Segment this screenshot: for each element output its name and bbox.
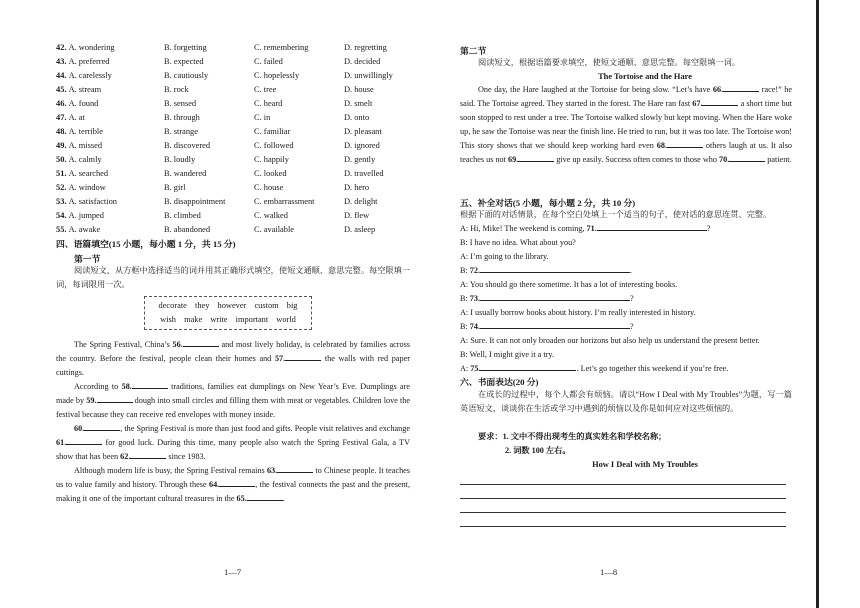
option-choice[interactable] (344, 111, 369, 125)
word-bank-word: big (286, 301, 298, 310)
option-choice[interactable] (164, 41, 207, 55)
dialogue-line (460, 264, 792, 278)
option-choice[interactable] (56, 83, 101, 97)
option-choice[interactable] (56, 97, 98, 111)
dialogue-text: B: I have no idea. What about you? (460, 238, 576, 247)
answer-blank[interactable] (702, 97, 738, 106)
question-number: 48. (56, 127, 69, 136)
writing-line[interactable] (460, 498, 786, 499)
option-choice[interactable] (164, 195, 225, 209)
option-text: B. discovered (164, 141, 211, 150)
option-choice[interactable] (254, 139, 294, 153)
requirement-1-text: 要求：1. 文中不得出现考生的真实姓名和学校名称； (478, 432, 667, 441)
option-choice[interactable] (164, 181, 185, 195)
word-bank-row2 (149, 313, 307, 327)
option-text: B. disappointment (164, 197, 226, 206)
option-text: C. house (254, 183, 284, 192)
option-text: B. strange (164, 127, 198, 136)
requirement-2 (505, 444, 792, 458)
blank-number: 60. (74, 424, 85, 433)
option-text: A. at (68, 113, 85, 122)
answer-blank[interactable] (66, 436, 102, 445)
option-choice[interactable] (344, 139, 380, 153)
part2-title: 第二节 (460, 46, 487, 56)
option-text: D. smelt (344, 99, 373, 108)
option-text: A. stream (68, 85, 102, 94)
option-choice[interactable] (254, 83, 276, 97)
blank-number: 61. (56, 438, 67, 447)
story-text: One day, the Hare laughed at the Tortoise for being slow. “Let’s have (478, 85, 713, 94)
option-text: C. heard (254, 99, 283, 108)
dialogue-end: . (630, 266, 633, 275)
blank-number: 66. (712, 85, 724, 94)
question-number: 44. (56, 71, 69, 80)
word-bank-word: world (276, 315, 296, 324)
answer-blank[interactable] (84, 422, 120, 431)
passage-text: The Spring Festival, China’s (74, 340, 173, 349)
page-number-right: 1—8 (600, 567, 618, 577)
section4-title: 四、语篇填空(15 小题，每小题 1 分，共 15 分) (56, 239, 236, 249)
option-text: A. preferred (68, 57, 110, 66)
option-text: C. familiar (254, 127, 291, 136)
option-choice[interactable] (56, 167, 108, 181)
option-choice[interactable] (56, 41, 115, 55)
option-choice[interactable] (164, 223, 210, 237)
option-choice[interactable] (56, 55, 109, 69)
word-bank-word: important (235, 315, 269, 324)
option-choice[interactable] (254, 125, 290, 139)
answer-blank[interactable] (518, 153, 554, 162)
option-text: C. failed (254, 57, 283, 66)
question-number: 53. (56, 197, 69, 206)
option-text: C. happily (254, 155, 289, 164)
writing-line[interactable] (460, 512, 786, 513)
option-text: C. looked (254, 169, 287, 178)
question-number: 51. (56, 169, 69, 178)
blank-number: 64. (208, 480, 220, 489)
option-choice[interactable] (254, 97, 282, 111)
option-text: A. wondering (68, 43, 115, 52)
option-text: A. carelessly (68, 71, 112, 80)
blank-number: 57. (274, 354, 286, 363)
option-choice[interactable] (344, 195, 378, 209)
option-text: A. satisfaction (68, 197, 117, 206)
word-bank-word: decorate (158, 301, 187, 310)
passage-text: and most lively holiday, is celebrated by families across the country. Before the festival, people clean their homes and (56, 340, 410, 363)
passage-paragraph-1 (56, 338, 410, 380)
passage-text: the walls with red paper cuttings. (56, 354, 410, 377)
part1-title: 第一节 (74, 254, 101, 264)
option-choice[interactable] (254, 167, 287, 181)
option-choice[interactable] (344, 125, 382, 139)
word-bank-word: custom (254, 301, 279, 310)
option-text: A. jumped (68, 211, 104, 220)
option-choice[interactable] (56, 181, 106, 195)
dialogue-line (460, 362, 792, 376)
dialogue-text: A: You should go there sometime. It has a lot of interesting books. (460, 280, 678, 289)
option-choice[interactable] (344, 55, 380, 69)
passage-text: Although modern life is busy, the Spring Festival remains (74, 466, 267, 475)
blank-number: 63. (266, 466, 278, 475)
question-number: 47. (56, 113, 69, 122)
dialogue-text: A: Sure. It can not only broaden our horizons but also help us understand the present better. (460, 336, 760, 345)
passage-text: , the festival connects the past and the present, making it one of the important cultural treasures in the (56, 480, 410, 503)
section6-prompt-text: 在成长的过程中，每个人都会有烦恼。请以“How I Deal with My Troubles”为题，写一篇英语短文，谈谈你在生活或学习中遇到的烦恼以及你是如何应对这些烦恼的。 (460, 390, 792, 413)
option-text: C. walked (254, 211, 288, 220)
option-text: D. house (344, 85, 374, 94)
option-text: B. through (164, 113, 200, 122)
question-number: 54. (56, 211, 69, 220)
option-text: A. calmly (68, 155, 102, 164)
passage-paragraph-4 (56, 464, 410, 506)
answer-blank[interactable] (480, 320, 630, 329)
option-text: B. cautiously (164, 71, 209, 80)
dialogue-text: B: Well, I might give it a try. (460, 350, 554, 359)
option-choice[interactable] (254, 209, 288, 223)
passage-text: , the Spring Festival is more than just food and gifts. People visit relatives and exchange (120, 424, 410, 433)
requirement-2-text: 2. 词数 100 左右。 (505, 446, 571, 455)
option-choice[interactable] (164, 167, 206, 181)
option-choice[interactable] (344, 223, 375, 237)
section6-prompt (460, 388, 792, 416)
option-choice[interactable] (344, 181, 369, 195)
blank-number: 62. (120, 452, 131, 461)
dialogue-text: B: (460, 266, 470, 275)
option-choice[interactable] (56, 111, 85, 125)
option-choice[interactable] (164, 55, 204, 69)
blank-number: 69. (507, 155, 519, 164)
option-choice[interactable] (164, 83, 189, 97)
part1-instruction (56, 264, 410, 292)
dialogue-line (460, 278, 792, 292)
story-text: a short time but soon stopped to rest under a tree. The Tortoise walked slowly but kept moving. When the Hare woke up, he saw the Tortoise was near the finish line. He tried to run, but it was too late. The Tortoise won! This story shows that we should keep working hard even (460, 99, 792, 150)
section5-title: 五、补全对话(5 小题，每小题 2 分，共 10 分) (460, 198, 636, 208)
option-choice[interactable] (254, 195, 314, 209)
option-choice[interactable] (254, 111, 270, 125)
option-text: B. forgetting (164, 43, 207, 52)
option-choice[interactable] (164, 125, 198, 139)
answer-blank[interactable] (97, 394, 133, 403)
answer-blank[interactable] (132, 380, 168, 389)
answer-blank[interactable] (285, 352, 321, 361)
option-choice[interactable] (164, 111, 200, 125)
answer-blank[interactable] (729, 153, 765, 162)
option-text: C. available (254, 225, 294, 234)
option-choice[interactable] (254, 55, 283, 69)
dialogue-line (460, 334, 792, 348)
option-text: D. ignored (344, 141, 380, 150)
page-number-left: 1—7 (224, 567, 242, 577)
option-text: B. expected (164, 57, 204, 66)
dialogue-line (460, 306, 792, 320)
option-choice[interactable] (56, 223, 100, 237)
answer-blank[interactable] (247, 492, 283, 501)
writing-line[interactable] (460, 526, 786, 527)
option-text: B. climbed (164, 211, 201, 220)
word-bank-word: write (210, 315, 228, 324)
answer-blank[interactable] (277, 464, 313, 473)
question-number: 42. (56, 43, 69, 52)
option-text: D. regretting (344, 43, 387, 52)
option-choice[interactable] (164, 209, 201, 223)
story-text: patient. (765, 155, 792, 164)
option-choice[interactable] (56, 139, 102, 153)
option-text: A. searched (68, 169, 109, 178)
dialogue-line (460, 320, 792, 334)
passage-text: to Chinese people. It teaches us to value family and history. Through these (56, 466, 410, 489)
requirement-1 (478, 430, 792, 444)
dialogue-line (460, 292, 792, 306)
answer-blank[interactable] (480, 264, 633, 275)
dialogue-text: B: (460, 322, 470, 331)
blank-number: 70. (719, 155, 730, 164)
option-choice[interactable] (254, 69, 299, 83)
option-text: B. loudly (164, 155, 196, 164)
blank-number: 68. (656, 141, 668, 150)
passage-text: According to (74, 382, 122, 391)
option-choice[interactable] (344, 167, 384, 181)
passage-text: traditions, families eat dumplings on New Year’s Eve. Dumplings are made by (56, 382, 410, 405)
question-number: 43. (56, 57, 69, 66)
option-text: D. hero (344, 183, 370, 192)
answer-blank[interactable] (219, 478, 255, 487)
option-text: D. decided (344, 57, 381, 66)
writing-line[interactable] (460, 484, 786, 485)
option-text: B. abandoned (164, 225, 211, 234)
option-text: A. awake (68, 225, 101, 234)
word-bank-word: they (195, 301, 210, 310)
option-text: B. wandered (164, 169, 207, 178)
option-choice[interactable] (56, 195, 117, 209)
dialogue-line (460, 250, 792, 264)
answer-blank[interactable] (183, 338, 219, 347)
binding-line (816, 0, 819, 608)
question-number: 45. (56, 85, 69, 94)
option-text: C. followed (254, 141, 294, 150)
option-text: D. gently (344, 155, 376, 164)
option-text: A. found (68, 99, 99, 108)
section5-instruction (460, 208, 792, 222)
dialogue-line (460, 236, 792, 250)
blank-number: 56. (172, 340, 183, 349)
word-bank-word: however (217, 301, 247, 310)
option-choice[interactable] (344, 209, 369, 223)
answer-blank[interactable] (667, 139, 703, 148)
option-choice[interactable] (344, 97, 372, 111)
option-text: C. in (254, 113, 271, 122)
option-text: B. rock (164, 85, 189, 94)
part2-instruction-text: 阅读短文，根据语篇要求填空，使短文通顺、意思完整。每空限填一词。 (478, 58, 741, 67)
blank-number: 59. (86, 396, 97, 405)
word-bank-word: wish (160, 315, 176, 324)
option-choice[interactable] (254, 223, 294, 237)
option-text: D. asleep (344, 225, 376, 234)
passage-text: dough into small circles and filling them with meat or vegetables. Children love the festival because they can receive red envelopes with money inside. (56, 396, 411, 419)
option-choice[interactable] (56, 69, 112, 83)
option-text: A. missed (68, 141, 103, 150)
question-number: 52. (56, 183, 69, 192)
option-choice[interactable] (56, 153, 102, 167)
answer-blank[interactable] (480, 292, 630, 301)
option-choice[interactable] (56, 209, 104, 223)
option-choice[interactable] (164, 97, 196, 111)
option-text: D. pleasant (344, 127, 382, 136)
dialogue-text: A: Hi, Mike! The weekend is coming, (460, 224, 587, 233)
answer-blank[interactable] (480, 362, 576, 371)
essay-title: How I Deal with My Troubles (592, 460, 698, 469)
dialogue-text: B: (460, 294, 470, 303)
answer-blank[interactable] (597, 222, 707, 231)
option-text: D. onto (344, 113, 370, 122)
option-text: A. window (68, 183, 106, 192)
option-text: B. girl (164, 183, 186, 192)
option-choice[interactable] (254, 153, 289, 167)
dialogue-end: ? (630, 322, 634, 331)
dialogue-text: A: I’m going to the library. (460, 252, 549, 261)
option-choice[interactable] (254, 181, 283, 195)
question-number: 46. (56, 99, 69, 108)
dialogue-end: . Let’s go together this weekend if you’re free. (576, 364, 729, 373)
option-text: A. terrible (68, 127, 103, 136)
question-number: 49. (56, 141, 69, 150)
dialogue-text: A: (460, 364, 471, 373)
option-choice[interactable] (344, 153, 375, 167)
spring-festival-passage (56, 338, 410, 506)
question-number: 55. (56, 225, 69, 234)
blank-number: 73. (469, 294, 481, 303)
blank-number: 72. (469, 266, 481, 275)
word-bank-box (144, 296, 312, 330)
answer-blank[interactable] (723, 83, 759, 92)
blank-number: 74. (469, 322, 481, 331)
option-choice[interactable] (254, 41, 308, 55)
blank-number: 58. (121, 382, 132, 391)
option-choice[interactable] (344, 83, 374, 97)
blank-number: 71. (586, 224, 597, 233)
option-choice[interactable] (56, 125, 103, 139)
part2-instruction (460, 56, 792, 70)
story-text: give up easily. Success often comes to those who (554, 155, 719, 164)
option-text: D. flew (344, 211, 370, 220)
passage-text: since 1983. (166, 452, 206, 461)
dialogue-text: A: I usually borrow books about history. I’m really interested in history. (460, 308, 696, 317)
passage-text: . (282, 494, 285, 503)
option-text: C. hopelessly (254, 71, 300, 80)
story-text: others laugh at us. It also teaches us not (460, 141, 793, 164)
story-text: race!” he said. The Tortoise agreed. They started in the forest. The Hare ran fast (460, 85, 793, 108)
dialogue-line (460, 222, 792, 236)
option-text: C. embarrassment (254, 197, 315, 206)
option-choice[interactable] (164, 139, 210, 153)
blank-number: 75. (470, 364, 481, 373)
option-text: C. tree (254, 85, 277, 94)
question-number: 50. (56, 155, 69, 164)
passage-paragraph-3 (56, 422, 410, 464)
option-text: D. unwillingly (344, 71, 393, 80)
option-choice[interactable] (344, 69, 393, 83)
blank-number: 67. (692, 99, 703, 108)
option-text: C. remembering (254, 43, 309, 52)
option-choice[interactable] (164, 153, 195, 167)
dialogue-end: ? (706, 224, 711, 233)
option-text: D. travelled (344, 169, 384, 178)
blank-number: 65. (236, 494, 247, 503)
tortoise-hare-story (460, 83, 792, 167)
option-text: B. sensed (164, 99, 197, 108)
dialogue-end: ? (630, 294, 634, 303)
part1-instruction-text: 阅读短文，从方框中选择适当的词并用其正确形式填空，使短文通顺、意思完整。每空限填一词，每词限用一次。 (56, 266, 410, 289)
story-paragraph (460, 83, 792, 167)
option-choice[interactable] (164, 69, 208, 83)
option-text: D. delight (344, 197, 378, 206)
section6-title: 六、书面表达(20 分) (460, 377, 539, 387)
passage-text: for good luck. During this time, many people also watch the Spring Festival Gala, a TV show that has been (56, 438, 410, 461)
word-bank-row1 (149, 299, 307, 313)
word-bank-word: make (184, 315, 203, 324)
option-choice[interactable] (344, 41, 387, 55)
dialogue-line (460, 348, 792, 362)
answer-blank[interactable] (130, 450, 166, 459)
story-title: The Tortoise and the Hare (598, 72, 692, 81)
section5-instruction-text: 根据下面的对话情景，在每个空白处填上一个适当的句子，使对话的意思连贯、完整。 (460, 210, 772, 219)
passage-paragraph-2 (56, 380, 410, 422)
